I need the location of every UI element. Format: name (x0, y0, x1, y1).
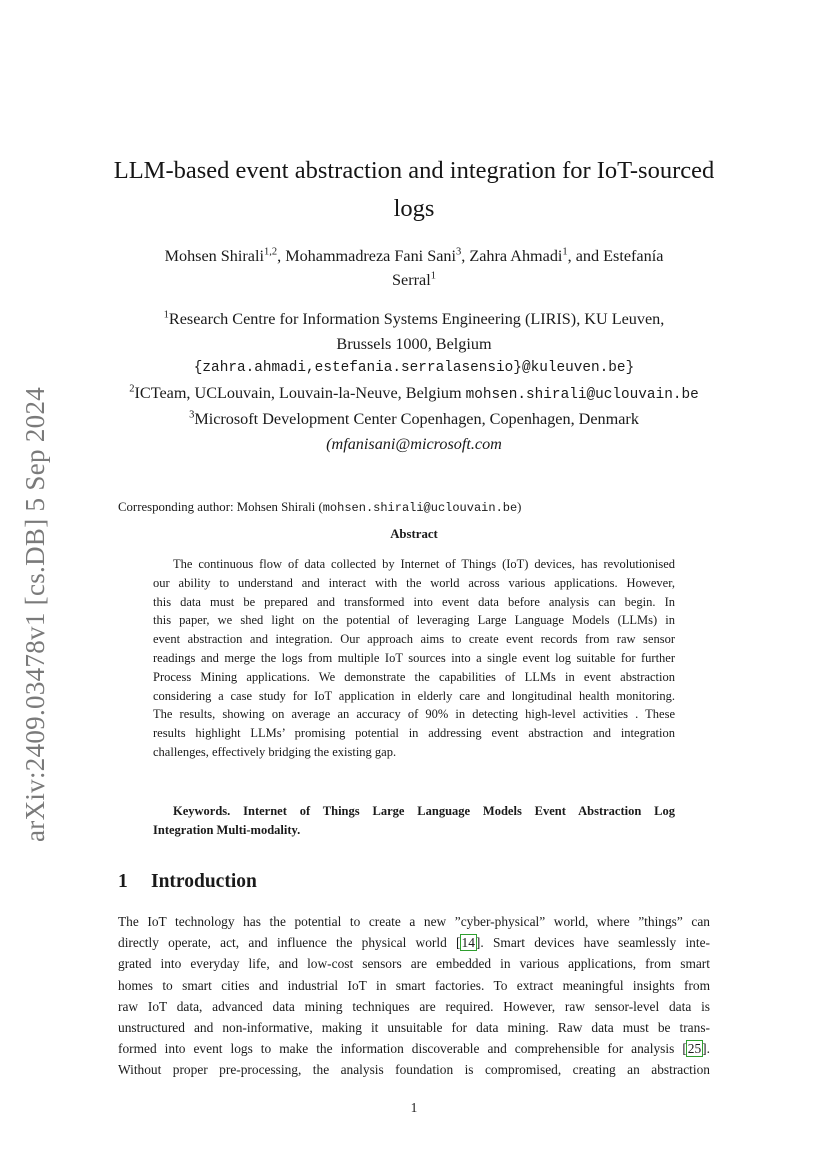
section-number: 1 (118, 871, 128, 892)
abstract-line: The results, showing on average an accuracy of 90% in detecting high-level activities . These (153, 707, 675, 722)
keywords-line: Keywords. Internet of Things Large Language Models Event Abstraction Log (173, 804, 675, 818)
affiliations (80, 307, 748, 456)
page-number: 1 (410, 1100, 418, 1115)
author-name: Mohsen Shirali (164, 247, 264, 265)
body-text: formed into event logs to make the information discoverable and comprehensible for analysis (118, 1041, 683, 1057)
body-line: The IoT technology has the potential to create a new ”cyber-physical” world, where ”things” can (118, 914, 710, 929)
citation-link[interactable]: 14 (461, 935, 475, 951)
body-line: directly operate, act, and influence the physical world [14]. Smart devices have seamlessly inte- (118, 935, 710, 951)
arxiv-identifier: arXiv:2409.03478v1 [cs.DB] 5 Sep 2024 (20, 386, 50, 842)
abstract-line: our ability to understand and interact with the world across various applications. However, (153, 575, 675, 590)
paper-title (100, 152, 728, 228)
affiliation-3 (80, 407, 748, 432)
section-heading (118, 871, 257, 893)
body-text: . Smart devices have seamlessly inte- (480, 935, 710, 951)
citation-link[interactable]: 25 (687, 1041, 702, 1057)
title-line: logs (393, 195, 435, 222)
affiliation-marker: 3 (456, 246, 462, 258)
author-name: , Zahra Ahmadi (461, 247, 563, 265)
abstract-line: event abstraction and integration. Our approach aims to create event records from raw sensor (153, 632, 675, 647)
abstract-line: challenges, effectively bridging the existing gap. (153, 744, 397, 759)
abstract-heading: Abstract (390, 527, 438, 541)
affiliation-marker: 1 (163, 309, 169, 321)
abstract-line: readings and merge the logs from multiple IoT sources into a single event log suitable for further (153, 650, 675, 665)
introduction-body (118, 911, 710, 1081)
body-line: homes to smart cities and industrial IoT in smart factories. To extract meaningful insights from (118, 977, 710, 993)
affiliation-1-address: Brussels 1000, Belgium (336, 334, 492, 353)
affiliation-2 (80, 381, 748, 408)
body-line: formed into event logs to make the information discoverable and comprehensible for analysis [25]. (118, 1041, 710, 1057)
abstract-line: this data must be prepared and transformed into event data before analysis can begin. In (153, 594, 675, 609)
affiliation-text: Research Centre for Information Systems Engineering (LIRIS), KU Leuven, (168, 310, 665, 328)
abstract-body (153, 555, 675, 762)
body-line: grated into everyday life, and low-cost sensors are embedded in various applications, from smart (118, 956, 710, 972)
abstract-line: results highlight LLMs’ promising potential in addressing event abstraction and integration (153, 726, 675, 741)
corresponding-close: ) (517, 500, 522, 514)
author-name: Serral (392, 271, 431, 289)
author-line (110, 244, 718, 268)
corresponding-author (118, 498, 521, 517)
author-name: , Mohammadreza Fani Sani (277, 247, 457, 265)
corresponding-label: Corresponding author: Mohsen Shirali ( (118, 500, 323, 514)
affiliation-marker: 1 (430, 270, 436, 282)
abstract-line: The continuous flow of data collected by Internet of Things (IoT) devices, has revolutionised (173, 557, 675, 571)
abstract-line: considering a case study for IoT application in elderly care and longitudinal health monitoring. (153, 688, 675, 703)
affiliation-marker: 1,2 (263, 246, 278, 258)
abstract-line: this paper, we shed light on the potential of leveraging Large Language Models (LLMs) in (153, 613, 675, 628)
body-text: . (706, 1041, 710, 1057)
abstract-line: Process Mining applications. We demonstrate the capabilities of LLMs in event abstraction (153, 669, 675, 684)
body-text: directly operate, act, and influence the physical world (118, 935, 457, 951)
title-line: LLM-based event abstraction and integration for IoT-sourced (113, 157, 715, 184)
affiliation-1 (80, 307, 748, 332)
keywords (153, 802, 675, 840)
affiliation-marker: 1 (562, 246, 568, 258)
author-list (110, 244, 718, 292)
affiliation-text: ICTeam, UCLouvain, Louvain-la-Neuve, Belgium (134, 383, 466, 402)
author-line (110, 268, 718, 292)
affiliation-marker: 3 (189, 409, 195, 421)
affiliation-3-email[interactable]: (mfanisani@microsoft.com (326, 434, 502, 453)
author-name: , and Estefanía (567, 247, 664, 265)
body-line: Without proper pre-processing, the analysis foundation is compromised, creating an abstraction (118, 1062, 710, 1078)
keywords-line: Integration Multi-modality. (153, 823, 301, 837)
affiliation-2-email[interactable]: mohsen.shirali@uclouvain.be (465, 386, 699, 403)
section-title: Introduction (151, 871, 257, 892)
corresponding-email[interactable]: mohsen.shirali@uclouvain.be (322, 501, 518, 515)
affiliation-text: Microsoft Development Center Copenhagen, Copenhagen, Denmark (194, 410, 639, 428)
affiliation-1-emails[interactable]: {zahra.ahmadi,estefania.serralasensio}@kuleuven.be} (193, 360, 635, 376)
body-line: raw IoT data, advanced data mining techniques are required. However, raw sensor-level data is (118, 998, 710, 1014)
affiliation-marker: 2 (129, 383, 135, 395)
body-line: unstructured and non-informative, making it unsuitable for data mining. Raw data must be trans- (118, 1020, 710, 1036)
